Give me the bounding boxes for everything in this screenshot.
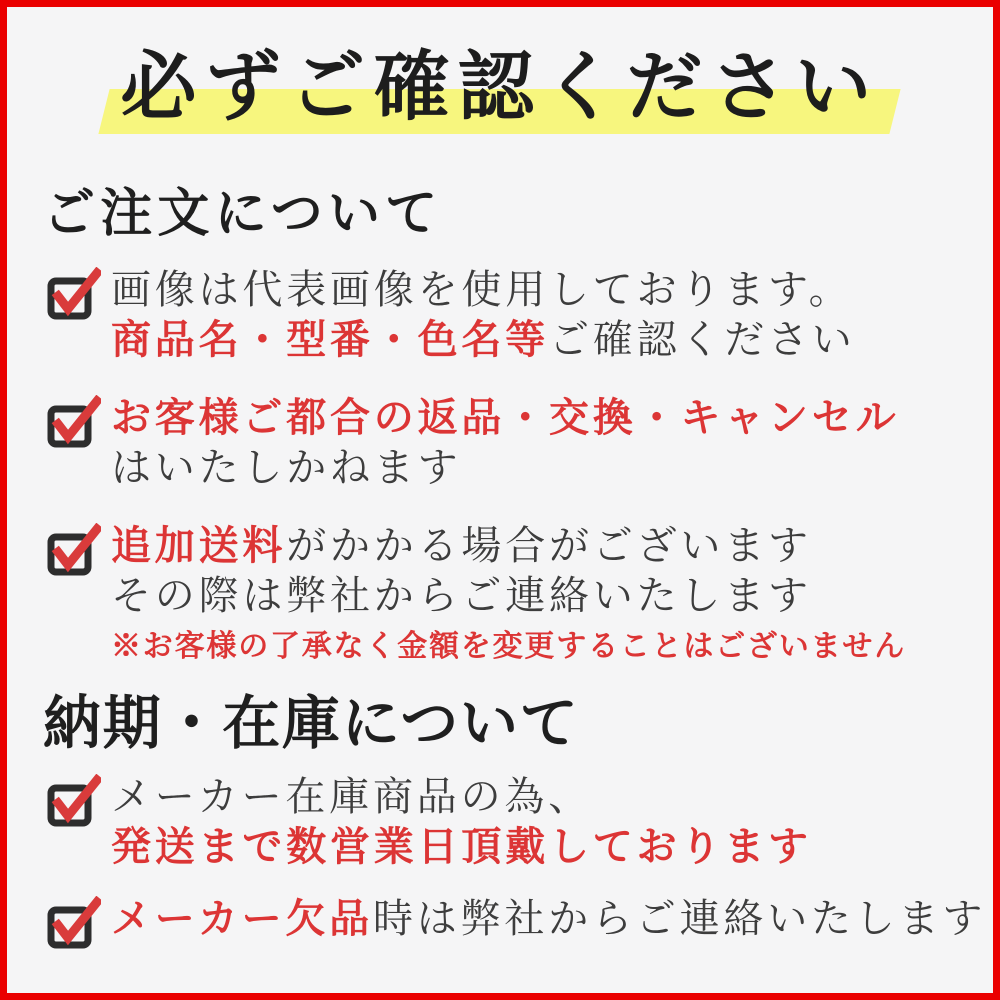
plain-text: がかかる場合がございます	[286, 523, 812, 570]
item-line: 画像は代表画像を使用しております。	[111, 267, 853, 314]
item-line	[111, 315, 856, 365]
emphasized-red-text: 商品名・型番・色名等	[111, 316, 549, 364]
list-item-maker-stock	[47, 772, 993, 872]
item-line: メーカー在庫商品の為、	[111, 774, 592, 821]
plain-text: 時は弊社からご連絡いたします	[373, 896, 987, 943]
checked-checkbox-icon	[47, 395, 101, 453]
page-title: 必ずご確認ください	[120, 42, 880, 131]
page-title-wrap	[120, 42, 880, 131]
emphasized-red-text: 追加送料	[111, 522, 287, 570]
item-line	[111, 894, 986, 944]
list-item-representative-image	[47, 265, 993, 365]
checked-checkbox-icon	[47, 774, 101, 832]
item-line: その際は弊社からご連絡いたします	[111, 573, 812, 620]
list-item-text	[111, 772, 812, 872]
list-item-text	[111, 894, 986, 944]
item-line: はいたしかねます	[111, 445, 462, 492]
list-item-extra-shipping	[47, 521, 993, 667]
section-heading-orders: ご注文について	[43, 183, 443, 244]
section-heading-stock: 納期・在庫について	[43, 689, 580, 758]
checked-checkbox-icon	[47, 896, 101, 954]
emphasized-red-text: 発送まで数営業日頂戴しております	[111, 823, 812, 871]
list-item-text	[111, 265, 856, 365]
checked-checkbox-icon	[47, 523, 101, 581]
list-item-text	[111, 521, 906, 667]
item-line	[111, 521, 906, 571]
list-item-no-returns	[47, 393, 993, 493]
footnote-red: ※お客様の了承なく金額を変更することはございません	[111, 629, 906, 665]
checked-checkbox-icon	[47, 267, 101, 325]
plain-text: ご確認ください	[549, 317, 856, 364]
list-item-text	[111, 393, 899, 493]
emphasized-red-text: メーカー欠品	[111, 895, 373, 943]
list-item-maker-shortage	[47, 894, 993, 954]
emphasized-red-text: お客様ご都合の返品・交換・キャンセル	[111, 394, 900, 442]
